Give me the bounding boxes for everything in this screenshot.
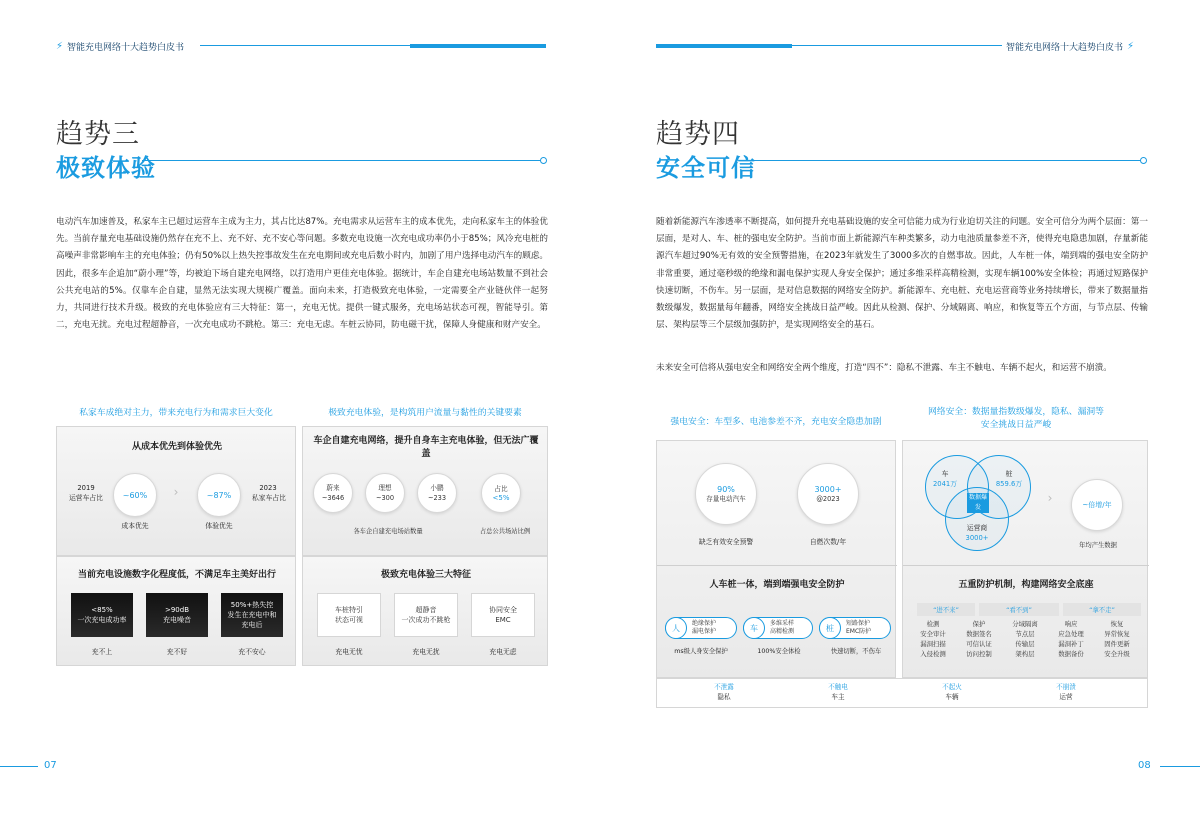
tag-1: “进不来”	[917, 603, 975, 616]
trend-divider	[142, 160, 542, 161]
caption-share: 占总公共场站比例	[479, 528, 531, 535]
trend-title: 极致体验	[56, 154, 156, 182]
circle-87: ~87%	[197, 473, 241, 517]
right-header-title: 智能充电网络十大趋势白皮书	[1006, 43, 1124, 53]
panelB-subtitle: 五重防护机制，构建网络安全底座	[958, 580, 1094, 590]
pain-box-2: >90dB 充电噪音	[146, 593, 208, 637]
defense-col-5: 恢复 异常恢复 固件更新 安全升级	[1104, 620, 1130, 658]
pill2-caption: 100%安全体检	[757, 648, 801, 655]
panel-cost-to-experience	[56, 426, 296, 556]
chevron-right-icon: ›	[1047, 491, 1053, 505]
panel-digitalization	[56, 556, 296, 666]
year2: 2023	[259, 484, 277, 492]
page-number-line	[1160, 766, 1200, 767]
year1-label: 运营车占比	[69, 494, 103, 502]
trend-divider	[742, 160, 1142, 161]
trend-dot	[540, 157, 547, 164]
pill-vehicle: 车 多维采样 高精检测	[743, 617, 813, 639]
car-label: 车	[941, 470, 949, 478]
defense-col-1: 检测 安全审计 漏洞扫描 入侵检测	[920, 620, 946, 658]
year2-label: 私家车占比	[252, 494, 286, 502]
panel-power-safety	[656, 440, 896, 678]
no-leak: 不泄露 隐私	[714, 683, 734, 701]
left-header-title: 智能充电网络十大趋势白皮书	[67, 43, 185, 53]
brand-li: 理想 ~300	[365, 473, 405, 513]
share-circle: 占比 <5%	[481, 473, 521, 513]
brand-nio: 蔚来 ~3646	[313, 473, 353, 513]
feature-box-2: 超静音 一次成功不跳枪	[394, 593, 458, 637]
divider	[903, 565, 1149, 566]
divider	[657, 565, 897, 566]
pill3-caption: 快速切断，不伤车	[830, 648, 882, 655]
panel-self-built-network	[302, 426, 548, 556]
no-crash: 不崩溃 运营	[1056, 683, 1076, 701]
chevron-right-icon: ›	[173, 485, 179, 499]
trend-dot	[1140, 157, 1147, 164]
growth-circle: ~倍增/年	[1071, 479, 1123, 531]
four-no-bar	[656, 678, 1148, 708]
page-number: 07	[44, 760, 57, 771]
no-fire: 不起火 车辆	[942, 683, 962, 701]
pile-value: 859.6万	[995, 480, 1023, 488]
left-header	[52, 40, 184, 53]
circle2-caption: 体验优先	[205, 522, 233, 530]
body-paragraph-2: 未来安全可信将从强电安全和网络安全两个维度，打造“四不”：隐私不泄露、车主不触电、车辆不起火，和运营不崩溃。	[656, 363, 1112, 373]
pain-box-1: <85% 一次充电成功率	[71, 593, 133, 637]
pain-caption-3: 充不安心	[238, 648, 266, 656]
col2-heading: 极致充电体验，是构筑用户流量与黏性的关键要素	[328, 408, 522, 418]
header-thick-line	[656, 44, 792, 48]
trend-label: 趋势三	[56, 119, 140, 150]
circle-90: 90% 存量电动汽车	[695, 463, 757, 525]
growth-caption: 年均产生数据	[1079, 542, 1117, 549]
panel3-title: 当前充电设施数字化程度低，不满足车主美好出行	[77, 570, 276, 580]
tag-2: “看不到”	[979, 603, 1059, 616]
panel4-title: 极致充电体验三大特征	[380, 570, 471, 580]
right-header	[1006, 40, 1138, 53]
tag-3: “拿不走”	[1063, 603, 1141, 616]
col1-heading: 私家车成绝对主力，带来充电行为和需求巨大变化	[79, 408, 273, 418]
panel-network-safety	[902, 440, 1148, 678]
feature-caption-3: 充电无虑	[489, 648, 517, 656]
tag-row	[917, 603, 1141, 616]
pill-person: 人 绝缘保护 漏电保护	[665, 617, 737, 639]
circle-3000: 3000+ @2023	[797, 463, 859, 525]
year1: 2019	[77, 484, 95, 492]
defense-col-4: 响应 应急处理 漏洞补丁 数据备份	[1058, 620, 1084, 658]
feature-box-1: 车桩特引 状态可视	[317, 593, 381, 637]
bolt-icon: ⚡	[1127, 41, 1135, 52]
trend-title: 安全可信	[656, 154, 756, 182]
no-shock: 不触电 车主	[828, 683, 848, 701]
pile-label: 桩	[1005, 470, 1013, 478]
header-thick-line	[410, 44, 546, 48]
car-value: 2041万	[932, 480, 958, 488]
page-number: 08	[1138, 760, 1151, 771]
header-thin-line	[792, 45, 1002, 46]
circle-60: ~60%	[113, 473, 157, 517]
caption-brands: 各车企自建充电场站数量	[353, 528, 423, 535]
panel1-title: 从成本优先到体验优先	[131, 442, 222, 452]
right-page	[600, 0, 1200, 814]
pill-pile: 桩 短路保护 EMC防护	[819, 617, 891, 639]
panel2-title: 车企自建充电网络，提升自身车主充电体验，但无法广覆盖	[313, 436, 539, 459]
bolt-icon: ⚡	[56, 41, 64, 52]
feature-box-3: 协同安全 EMC	[471, 593, 535, 637]
feature-caption-2: 充电无扰	[412, 648, 440, 656]
body-paragraph-1: 随着新能源汽车渗透率不断提高，如何提升充电基础设施的安全可信能力成为行业迫切关注的问题。安全可信分为两个层面：第一层面，是对人、车、桩的强电安全防护。当前市面上新能源汽车种类繁多，动力电池质量参差不齐，使得充电隐患加剧，存量新能源汽车超过90%无有效的安全预警措施，在2023年就发生了3000多次的自燃事故。因此，人车桩一体，端到端的强电安全防护非常重要，通过毫秒级的绝缘和漏电保护实现人身安全保护；通过多维采样高精检测，实现车辆100%安全体检；再通过短路保护快速切断，不伤车。另一层面，是对信息数据的网络安全防护。新能源车、充电桩、充电运营商等业务持续增长，带来了数据量指数级爆发，数据量每年翻番，网络安全挑战日益严峻。因此从检测、保护、分域隔离、响应，和恢复等五个方面，与节点层、传输层、架构层等三个层级加强防护，是实现网络安全的基石。	[656, 217, 1148, 331]
col1-heading: 强电安全：车型多、电池参差不齐，充电安全隐患加剧	[670, 417, 882, 427]
defense-col-3: 分域隔离 节点层 传输层 架构层	[1012, 620, 1038, 658]
feature-caption-1: 充电无忧	[335, 648, 363, 656]
circle1-caption: 缺乏有效安全预警	[698, 538, 754, 546]
circle2-caption: 自燃次数/年	[809, 538, 847, 546]
panelA-subtitle: 人车桩一体，端到端强电安全防护	[709, 580, 845, 590]
body-paragraph: 电动汽车加速普及，私家车主已超过运营车主成为主力，其占比达87%。充电需求从运营车主的成本优先，走向私家车主的体验优先。当前存量充电基础设施仍然存在充不上、充不好、充不安心等问题。多数充电设施一次充电成功率仍小于85%；风冷充电桩的高噪声非常影响车主的充电体验；仍有50%以上热失控事故发生在充电期间或充电后数小时内，加剧了用户选择电动汽车的顾虑。因此，很多车企追加“蔚小理”等，均被迫下场自建充电网络，以打造用户更佳充电体验。据统计，车企自建充电场站数量不到社会公共充电站的5%。仅靠车企自建，显然无法实现大规模广覆盖。面向未来，打造极致充电体验，一定需要全产业链伙伴一起努力，共同进行技术升级。极致的充电体验应有三大特征：第一，充电无忧。提供一键式服务，充电场站状态可视，智能导引。第二，充电无扰。充电过程超静音，一次充电成功不跳枪。第三：充电无虑。车桩云协同，防电磁干扰，保障人身健康和财产安全。	[56, 217, 548, 331]
page-number-line	[0, 766, 38, 767]
trend-label: 趋势四	[656, 119, 740, 150]
pain-caption-1: 充不上	[91, 648, 113, 656]
brand-xpeng: 小鹏 ~233	[417, 473, 457, 513]
data-burst-center: 数据爆发	[968, 494, 987, 511]
defense-col-2: 保护 数据签名 可信认证 访问控制	[966, 620, 992, 658]
pain-box-3: 50%+热失控 发生在充电中和 充电后	[221, 593, 283, 637]
pill1-caption: ms级人身安全保护	[674, 648, 728, 655]
panel-three-features	[302, 556, 548, 666]
operator-label: 运营商	[966, 524, 988, 532]
circle1-caption: 成本优先	[121, 522, 149, 530]
col2-heading: 网络安全：数据量指数级爆发，隐私、漏洞等安全挑战日益严峻	[928, 407, 1104, 430]
header-thin-line	[200, 45, 410, 46]
pain-caption-2: 充不好	[166, 648, 188, 656]
operator-value: 3000+	[965, 534, 989, 542]
